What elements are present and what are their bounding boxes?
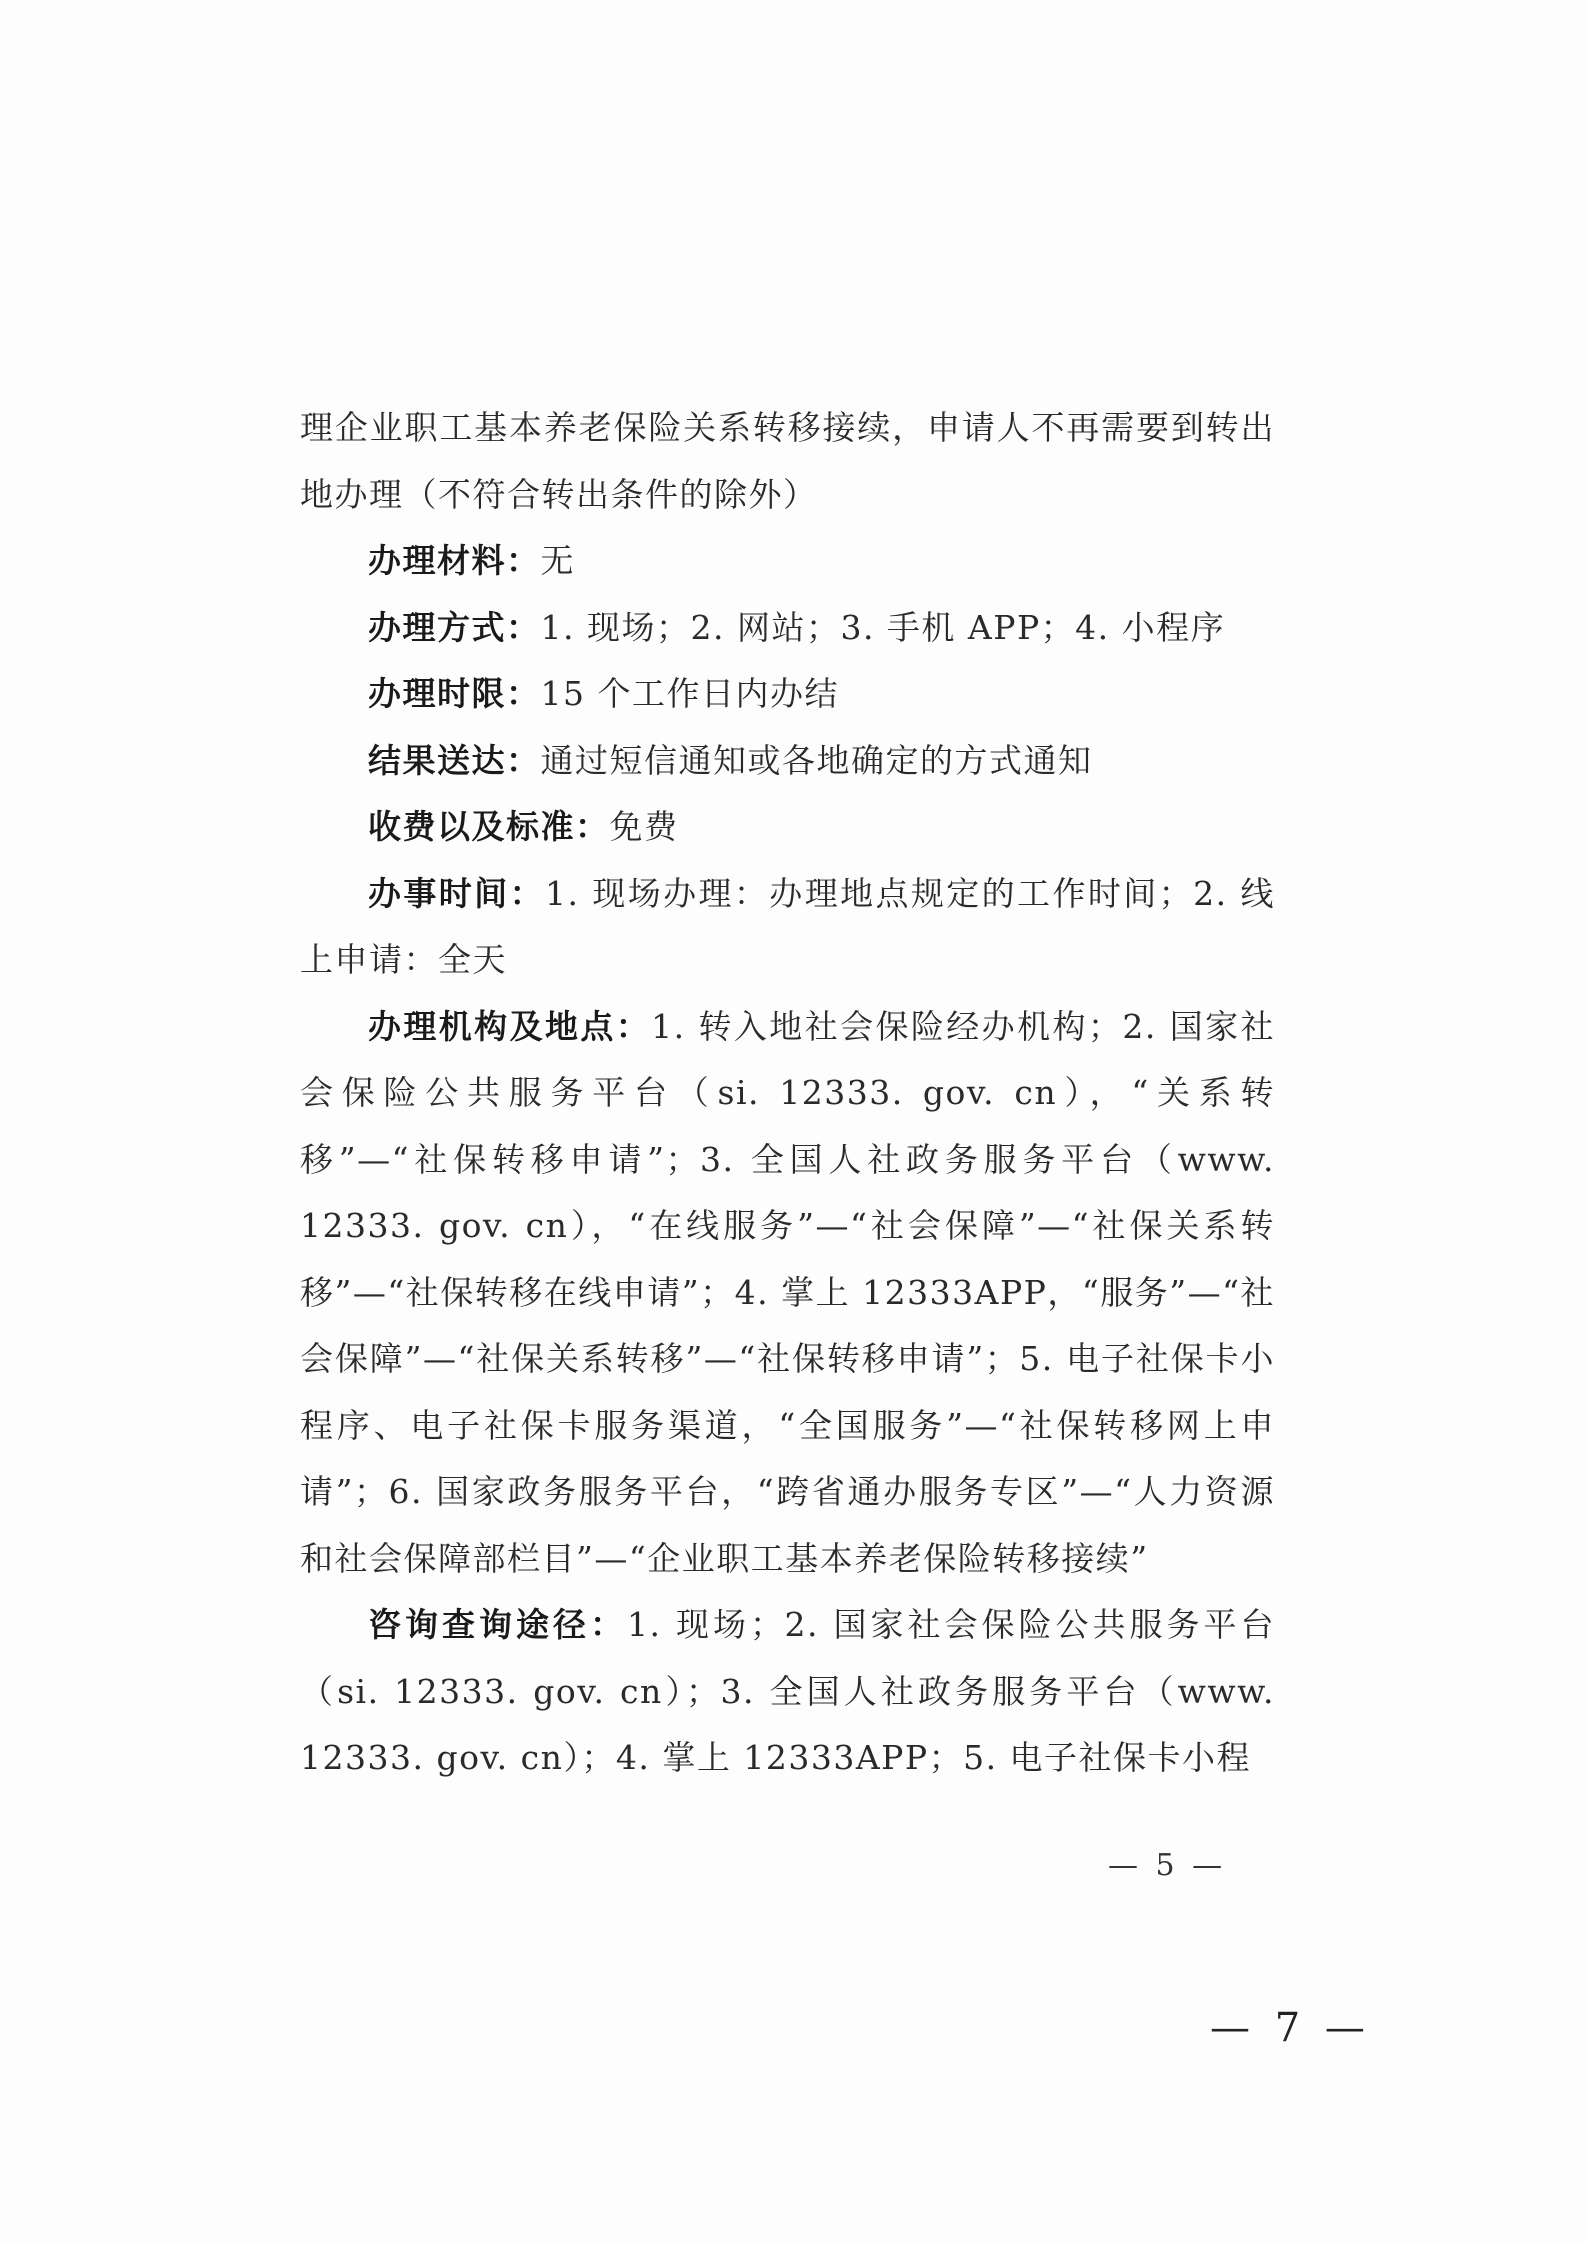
paragraph-text: 免费	[609, 807, 679, 846]
outer-page-number: — 7 —	[1210, 2005, 1371, 2051]
inner-page-number: — 5 —	[1108, 1848, 1227, 1883]
paragraph-materials	[300, 528, 1275, 595]
paragraph-method	[300, 595, 1275, 662]
paragraph-label: 办理方式：	[368, 607, 541, 647]
paragraph-text: 1. 现场；2. 国家社会保险公共服务平台（si. 12333. gov. cn）；3. 全国人社政务服务平台（www. 12333. gov. cn）；4. 掌上 12333APP；5. 电子社保卡小程	[300, 1605, 1275, 1777]
paragraph-text: 理企业职工基本养老保险关系转移接续，申请人不再需要到转出地办理（不符合转出条件的除外）	[300, 408, 1275, 514]
paragraph-label: 办理时限：	[368, 674, 541, 713]
paragraph-fees	[300, 794, 1275, 861]
paragraph-label: 办理机构及地点：	[368, 1006, 652, 1046]
paragraph-text: 1. 转入地社会保险经办机构；2. 国家社会保险公共服务平台（si. 12333. gov. cn），“关系转移”—“社保转移申请”；3. 全国人社政务服务平台（www. 12333. gov. cn），“在线服务”—“社会保障”—“社保关系转移”—“社保转移在线申请”；4. 掌上 12333APP，“服务”—“社会保障”—“社保关系转移”—“社保转移申请”；5. 电子社保卡小程序、电子社保卡服务渠道，“全国服务”—“社保转移网上申请”；6. 国家政务服务平台，“跨省通办服务专区”—“人力资源和社会保障部栏目”—“企业职工基本养老保险转移接续”	[300, 1006, 1276, 1578]
paragraph-office-hours	[300, 861, 1275, 994]
paragraph-continuation	[300, 395, 1275, 528]
paragraph-time-limit	[300, 661, 1275, 728]
paragraph-text: 15 个工作日内办结	[540, 674, 839, 713]
paragraph-label: 办事时间：	[368, 873, 545, 913]
paragraph-label: 咨询查询途径：	[368, 1605, 628, 1644]
document-body	[300, 395, 1275, 1792]
paragraph-text: 无	[540, 541, 575, 580]
paragraph-label: 办理材料：	[368, 541, 541, 580]
paragraph-text: 1. 现场办理：办理地点规定的工作时间；2. 线上申请：全天	[300, 873, 1275, 979]
paragraph-text: 通过短信通知或各地确定的方式通知	[540, 740, 1093, 780]
paragraph-label: 收费以及标准：	[368, 807, 610, 846]
paragraph-agencies	[300, 994, 1275, 1593]
paragraph-label: 结果送达：	[368, 740, 541, 780]
paragraph-text: 1. 现场；2. 网站；3. 手机 APP；4. 小程序	[540, 607, 1226, 647]
paragraph-inquiry	[300, 1592, 1275, 1792]
paragraph-result-delivery	[300, 728, 1275, 795]
